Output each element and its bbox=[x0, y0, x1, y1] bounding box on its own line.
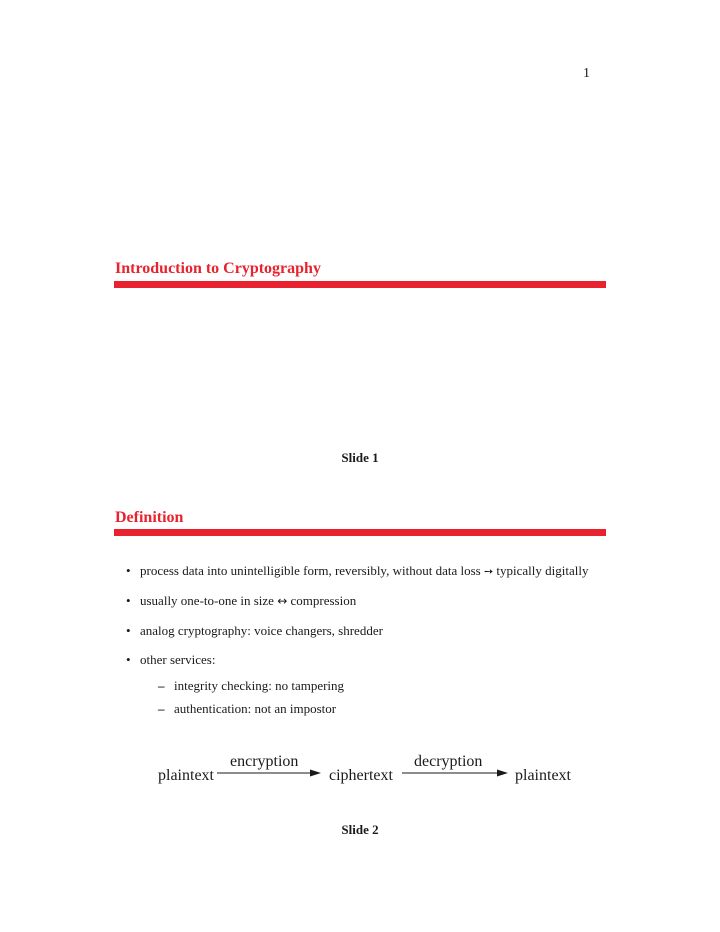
slide-1-title-bar bbox=[114, 281, 606, 288]
slide-1-title: Introduction to Cryptography bbox=[115, 260, 321, 277]
slide-1-label: Slide 1 bbox=[341, 450, 379, 465]
left-right-arrow-icon: ↔ bbox=[277, 594, 288, 608]
slide-2-label: Slide 2 bbox=[341, 822, 379, 837]
bullet-text: usually one-to-one in size bbox=[140, 593, 274, 608]
slide-2-title-bar bbox=[114, 529, 606, 536]
bullet-text: typically digitally bbox=[496, 563, 589, 578]
flow-node-ciphertext: ciphertext bbox=[329, 767, 393, 784]
bullet-item bbox=[126, 592, 596, 610]
sub-bullet-text: integrity checking: no tampering bbox=[174, 678, 345, 693]
slide-2-title: Definition bbox=[115, 509, 184, 526]
bullet-item bbox=[126, 651, 596, 717]
flow-edge-decryption: decryption bbox=[414, 753, 483, 770]
crypto-flow-diagram bbox=[0, 748, 720, 788]
right-arrow-icon: ➙ bbox=[483, 565, 494, 578]
bullet-item bbox=[126, 622, 596, 639]
dash-icon: – bbox=[158, 678, 165, 693]
encryption-arrowhead-icon bbox=[310, 770, 321, 777]
decryption-arrowhead-icon bbox=[497, 770, 508, 777]
bullet-dot-icon: • bbox=[126, 563, 131, 578]
bullet-dot-icon: • bbox=[126, 652, 131, 667]
bullet-text: compression bbox=[290, 593, 357, 608]
sub-bullet-item bbox=[154, 700, 596, 717]
bullet-dot-icon: • bbox=[126, 623, 131, 638]
flow-node-plaintext: plaintext bbox=[158, 767, 214, 784]
bullet-text: other services: bbox=[140, 652, 216, 667]
page-number: 1 bbox=[583, 66, 590, 81]
sub-bullet-list bbox=[140, 677, 596, 717]
dash-icon: – bbox=[158, 701, 165, 716]
bullet-item bbox=[126, 562, 596, 580]
sub-bullet-text: authentication: not an impostor bbox=[174, 701, 337, 716]
flow-node-plaintext: plaintext bbox=[515, 767, 571, 784]
bullet-list bbox=[126, 562, 596, 729]
bullet-dot-icon: • bbox=[126, 593, 131, 608]
sub-bullet-item bbox=[154, 677, 596, 694]
flow-edge-encryption: encryption bbox=[230, 753, 299, 770]
bullet-text: analog cryptography: voice changers, shredder bbox=[140, 623, 383, 638]
bullet-text: process data into unintelligible form, reversibly, without data loss bbox=[140, 563, 481, 578]
